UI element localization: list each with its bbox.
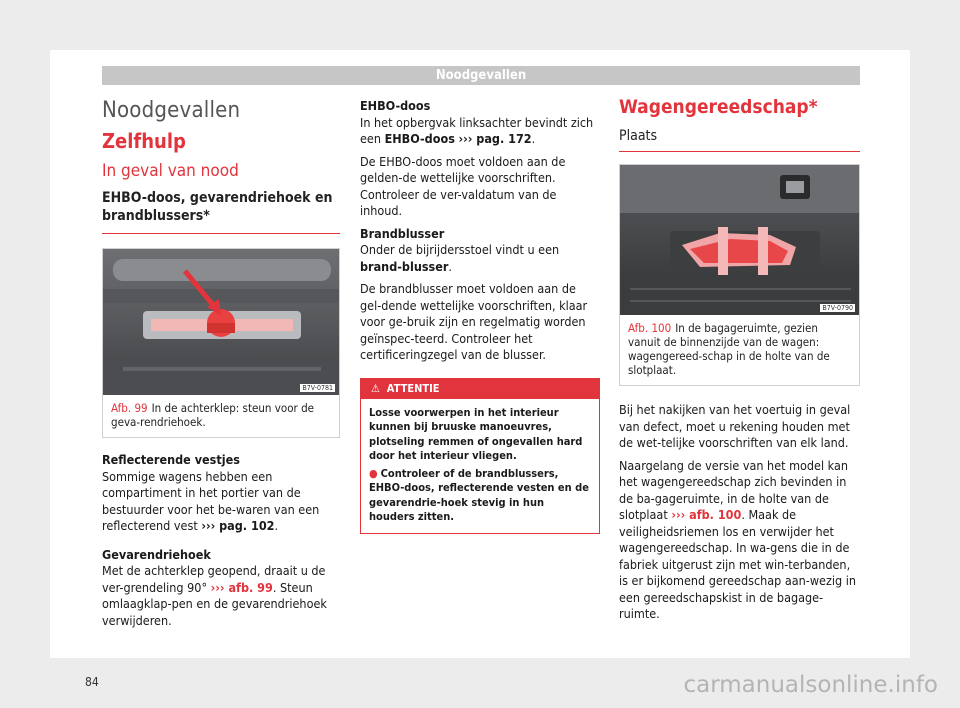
warning-triangle-icon: ⚠ [371,381,387,395]
first-aid-paragraph: In het opbergvak linksachter bevindt zich een EHBO-doos ››› pag. 172. [360,114,594,146]
vests-page-link[interactable]: ››› pag. 102 [201,518,275,533]
vests-title: Reflecterende vestjes [102,452,240,467]
page-number: 84 [85,675,99,689]
figure-100-link[interactable]: ››› afb. 100 [671,507,742,522]
bullet-icon: ● [369,466,378,480]
figure-100-image [620,165,859,315]
figure-99-caption [103,395,339,437]
figure-100-label: Afb. 100 [628,321,672,335]
tools-topic-title: Plaats [619,128,860,152]
figure-100-caption [620,315,859,385]
tools-paragraph-1: Bij het nakijken van het voertuig in geval van defect, moet u rekening houden met de wet-telijke voorschriften van elk land. [619,402,851,450]
extinguisher-paragraph: Onder de bijrijdersstoel vindt u een brand-blusser. [360,242,560,274]
tools-section-title: Wagengereedschap* [619,96,818,118]
figure-100-code: B7V-0790 [822,304,853,312]
column-middle [360,98,600,534]
figure-99-link[interactable]: ››› afb. 99 [210,579,273,595]
figure-99-caption-text: In de achterklep: steun voor de geva-rendriehoek. [111,401,315,429]
figure-99-image [103,249,339,395]
column-right [619,90,860,629]
first-aid-title: EHBO-doos [360,98,431,113]
first-aid-paragraph-2: De EHBO-doos moet voldoen aan de gelden-de wettelijke voorschriften. Controleer de ver-valdatum van de inhoud. [360,153,566,218]
tools-paragraph-2: Naargelang de versie van het model kan het wagengereedschap zich bevinden in de ba-gageruimte, in de holte van de slotplaat ››› afb. 100. Maak de veiligheidsriemen los en verwijder het wagengereedschap. In wa-gens die in de fabriek uitgerust zijn met win-terbanden, is er bijkomend gereedschap aan-wezig in een gereedschapskist in de bagage-ruimte. [619,457,856,621]
figure-100 [619,164,860,386]
warning-box [360,378,600,534]
figure-99-code: B7V-0781 [302,384,333,392]
subsection-title: In geval van nood [102,161,239,181]
triangle-title: Gevarendriehoek [102,546,211,562]
watermark: carmanualsonline.info [683,672,938,698]
vests-paragraph: Sommige wagens hebben een compartiment in het portier van de bestuurder voor het be-waren van een reflecterend vest ››› pag. 102. [102,468,320,533]
warning-intro: Losse voorwerpen in het interieur kunnen bij bruuske manoeuvres, plotseling remmen of ongevallen hard door het interieur vliegen. [369,405,583,462]
column-left [102,90,340,635]
warning-header: ⚠ ATTENTIE [361,379,599,399]
topic-title: EHBO-doos, gevarendriehoek en brandblussers* [102,189,340,234]
section-title: Zelfhulp [102,129,186,153]
chapter-title: Noodgevallen [102,98,241,123]
figure-99 [102,248,340,438]
extinguisher-paragraph-2: De brandblusser moet voldoen aan de gel-dende wettelijke voorschriften, klaar voor ge-bruik zijn en regelmatig worden geïnspec-teerd. Controleer het certificeringzegel van de blusser. [360,281,588,362]
warning-body [361,399,599,533]
figure-100-caption-text: In de bagageruimte, gezien vanuit de binnenzijde van de wagen: wagengereed-schap in de holte van de slotplaat. [628,321,830,377]
figure-99-label: Afb. 99 [111,401,148,415]
extinguisher-title: Brandblusser [360,225,445,241]
warning-bullet-item: ● Controleer of de brandblussers, EHBO-doos, reflecterende vesten en de gevarendrie-hoek stevig in hun houders zitten. [369,466,589,523]
triangle-paragraph: Met de achterklep geopend, draait u de ver-grendeling 90° ››› afb. 99. Steun omlaagklap-pen en de gevarendriehoek verwijderen. [102,563,327,628]
first-aid-page-link[interactable]: ››› pag. 172 [458,131,532,146]
running-header: Noodgevallen [102,66,860,85]
